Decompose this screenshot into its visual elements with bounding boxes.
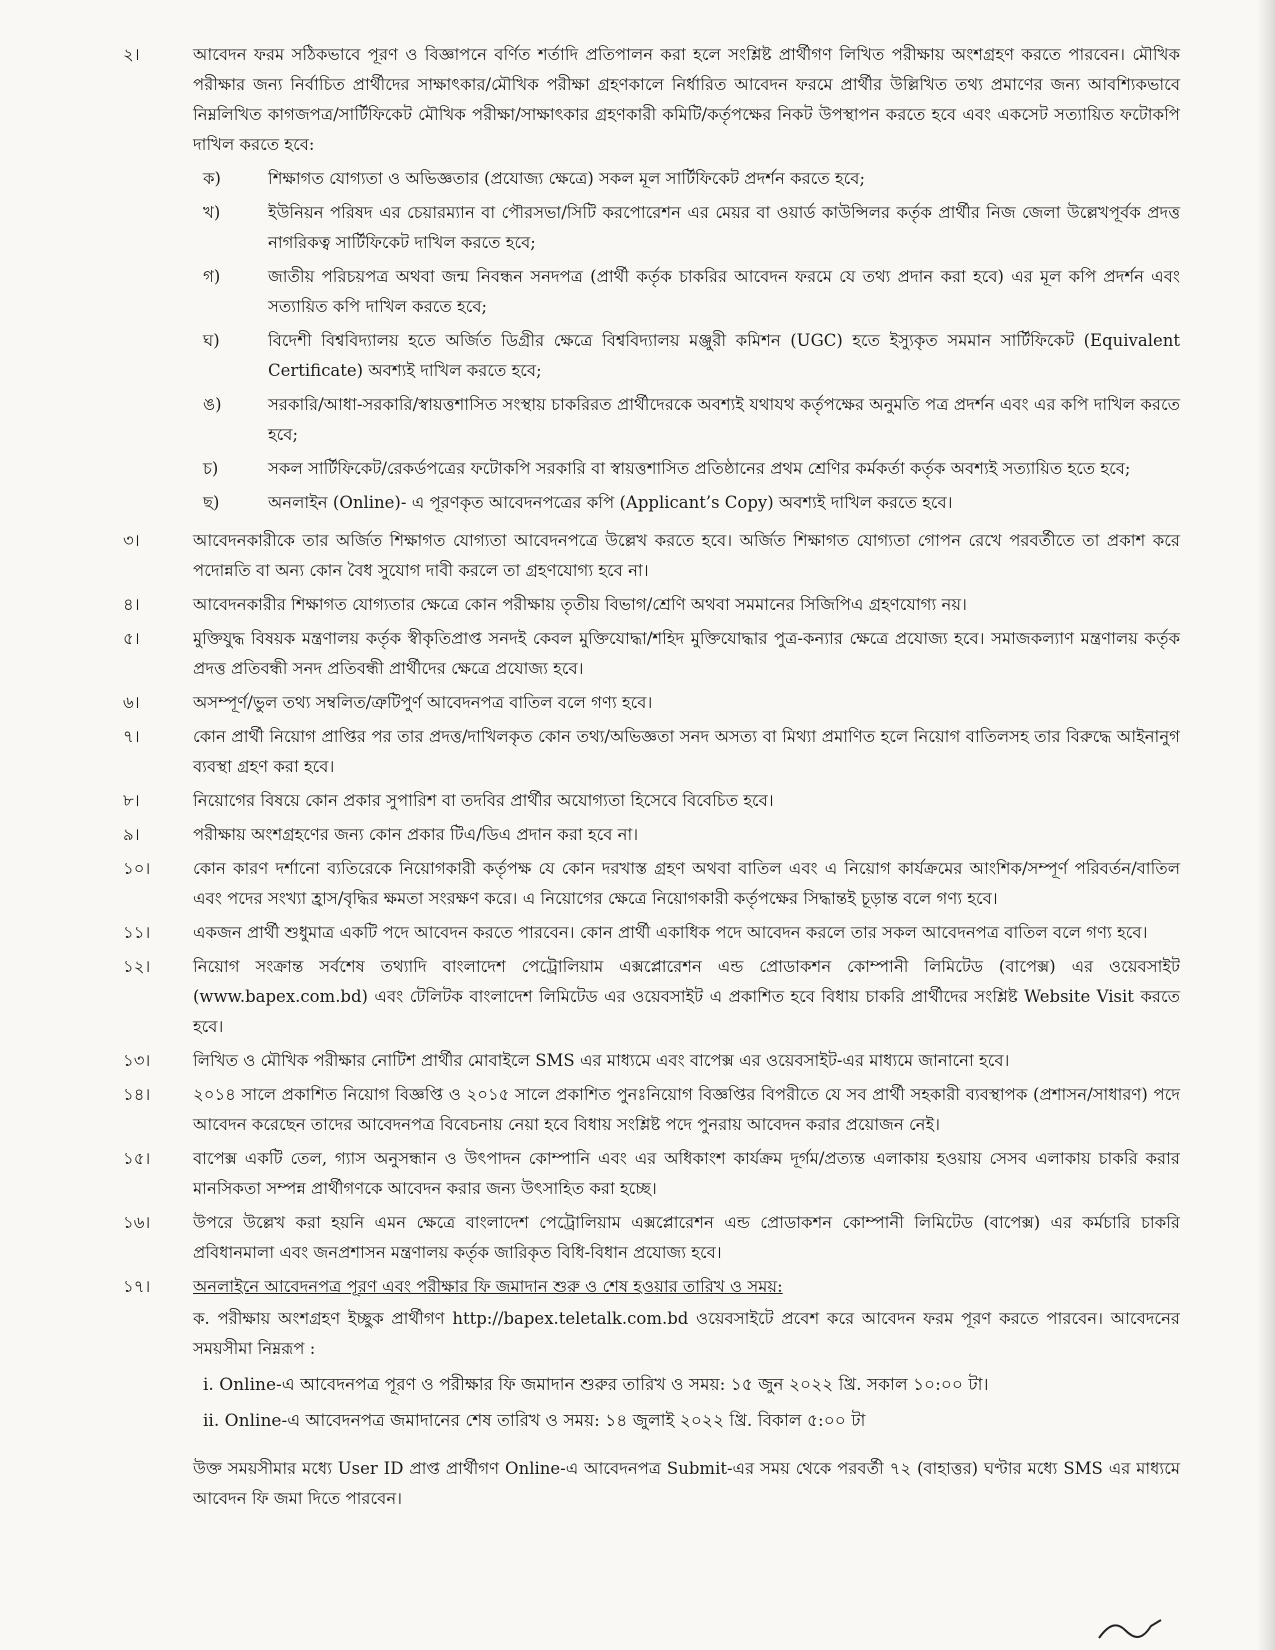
item-text: বাপেক্স একটি তেল, গ্যাস অনুসন্ধান ও উৎপাদন কোম্পানি এবং এর অধিকাংশ কার্যক্রম দূর্গম/প্রত্যন্ত এলাকায় হওয়ায় সেসব এলাকায় চাকরি করার মানসিকতা সম্পন্ন প্রার্থীগণকে আবেদন করার জন্য উৎসাহিত করা হচ্ছে। — [193, 1149, 1180, 1198]
subitem-text: সরকারি/আধা-সরকারি/স্বায়ত্তশাসিত সংস্থায় চাকরিরত প্রার্থীদেরকে অবশ্যই যথাযথ কর্তৃপক্ষের অনুমতি পত্র প্রদর্শন এবং এর কপি দাখিল করতে হবে; — [268, 395, 1180, 444]
item-text: নিয়োগ সংক্রান্ত সর্বশেষ তথ্যাদি বাংলাদেশ পেট্রোলিয়াম এক্সপ্লোরেশন এন্ড প্রোডাকশন কোম্পানী লিমিটেড (বাপেক্স) এর ওয়েবসাইট (www.bapex.com.bd) এবং টেলিটক বাংলাদেশ লিমিটেড এর ওয়েবসাইট এ প্রকাশিত হবে বিধায় চাকরি প্রার্থীদের সংশ্লিষ্ট Website Visit করতে হবে। — [193, 957, 1180, 1036]
item-text: লিখিত ও মৌখিক পরীক্ষার নোটিশ প্রার্থীর মোবাইলে SMS এর মাধ্যমে এবং বাপেক্স এর ওয়েবসাইট-এর মাধ্যমে জানানো হবে। — [193, 1051, 1010, 1070]
subitem-chha — [193, 488, 1180, 518]
list-item-11 — [115, 918, 1180, 948]
item-text: একজন প্রার্থী শুধুমাত্র একটি পদে আবেদন করতে পারবেন। কোন প্রার্থী একাধিক পদে আবেদন করলে তার সকল আবেদনপত্র বাতিল বলে গণ্য হবে। — [193, 923, 1148, 942]
list-item-17 — [115, 1272, 1180, 1514]
list-item-2 — [115, 40, 1180, 522]
item-number: ৩। — [123, 531, 140, 550]
subitem-label: ছ) — [203, 493, 220, 512]
item-number: ১৫। — [123, 1149, 151, 1168]
schedule-start: i. Online-এ আবেদনপত্র পূরণ ও পরীক্ষার ফি জমাদান শুরুর তারিখ ও সময়: ১৫ জুন ২০২২ খ্রি. সকাল ১০:০০ টা। — [203, 1375, 989, 1395]
item-number: ১৪। — [123, 1085, 151, 1104]
list-item-13 — [115, 1046, 1180, 1076]
item-number: ১৩। — [123, 1051, 151, 1070]
item-number: ৪। — [123, 595, 140, 614]
item-number: ৬। — [123, 693, 140, 712]
item-number: ১০। — [123, 859, 151, 878]
list-item-6 — [115, 688, 1180, 718]
subitem-label: চ) — [203, 459, 219, 478]
item-number: ২। — [123, 45, 140, 64]
list-item-16 — [115, 1208, 1180, 1268]
subitem-label: খ) — [203, 203, 221, 222]
subitem-cha — [193, 454, 1180, 484]
item-number: ১১। — [123, 923, 151, 942]
subitem-text: অনলাইন (Online)- এ পূরণকৃত আবেদনপত্রের কপি (Applicant’s Copy) অবশ্যই দাখিল করতে হবে। — [268, 493, 953, 512]
list-item-12 — [115, 952, 1180, 1042]
item-number: ১৬। — [123, 1213, 151, 1232]
item-text: আবেদন ফরম সঠিকভাবে পূরণ ও বিজ্ঞাপনে বর্ণিত শর্তাদি প্রতিপালন করা হলে সংশ্লিষ্ট প্রার্থীগণ লিখিত পরীক্ষায় অংশগ্রহণ করতে পারবেন। মৌখিক পরীক্ষার জন্য নির্বাচিত প্রার্থীদের সাক্ষাৎকার/মৌখিক পরীক্ষা গ্রহণকালে নির্ধারিত আবেদন ফরমে প্রার্থীর উল্লিখিত তথ্য প্রমাণের জন্য আবশ্যিকভাবে নিম্নলিখিত কাগজপত্র/সার্টিফিকেট মৌখিক পরীক্ষা/সাক্ষাৎকার গ্রহণকারী কমিটি/কর্তৃপক্ষের নিকট উপস্থাপন করতে হবে এবং একসেট সত্যায়িত ফটোকপি দাখিল করতে হবে: — [193, 45, 1180, 154]
list-item-3 — [115, 526, 1180, 586]
subitem-text: বিদেশী বিশ্ববিদ্যালয় হতে অর্জিত ডিগ্রীর ক্ষেত্রে বিশ্ববিদ্যালয় মঞ্জুরী কমিশন (UGC) হতে ইস্যুকৃত সমমান সার্টিফিকেট (Equivalent Certificate) অবশ্যই দাখিল করতে হবে; — [268, 331, 1180, 380]
subitem-text: ইউনিয়ন পরিষদ এর চেয়ারম্যান বা পৌরসভা/সিটি করপোরেশন এর মেয়র বা ওয়ার্ড কাউন্সিলর কর্তৃক প্রার্থীর নিজ জেলা উল্লেখপূর্বক প্রদত্ত নাগরিকত্ব সার্টিফিকেট দাখিল করতে হবে; — [268, 203, 1180, 252]
fee-instruction: ক. পরীক্ষায় অংশগ্রহণ ইচ্ছুক প্রার্থীগণ http://bapex.teletalk.com.bd ওয়েবসাইটে প্রবেশ করে আবেদন ফরম পূরণ করতে পারবেন। আবেদনের সময়সীমা নিম্নরূপ : — [193, 1309, 1180, 1358]
list-item-5 — [115, 624, 1180, 684]
list-item-8 — [115, 786, 1180, 816]
subitem-label: ক) — [203, 169, 221, 188]
item-number: ৭। — [123, 727, 140, 746]
item-number: ১৭। — [123, 1277, 151, 1296]
item-text: মুক্তিযুদ্ধ বিষয়ক মন্ত্রণালয় কর্তৃক স্বীকৃতিপ্রাপ্ত সনদই কেবল মুক্তিযোদ্ধা/শহিদ মুক্তিযোদ্ধার পুত্র-কন্যার ক্ষেত্রে প্রযোজ্য হবে। সমাজকল্যাণ মন্ত্রণালয় কর্তৃক প্রদত্ত প্রতিবন্ধী সনদ প্রতিবন্ধী প্রার্থীদের ক্ষেত্রে প্রযোজ্য হবে। — [193, 629, 1180, 678]
item-number: ৫। — [123, 629, 140, 648]
list-item-7 — [115, 722, 1180, 782]
item-text: উপরে উল্লেখ করা হয়নি এমন ক্ষেত্রে বাংলাদেশ পেট্রোলিয়াম এক্সপ্লোরেশন এন্ড প্রোডাকশন কোম্পানী লিমিটেড (বাপেক্স) এর কর্মচারি চাকরি প্রবিধানমালা এবং জনপ্রশাসন মন্ত্রণালয় কর্তৃক জারিকৃত বিধি-বিধান প্রযোজ্য হবে। — [193, 1213, 1180, 1262]
item-text: কোন প্রার্থী নিয়োগ প্রাপ্তির পর তার প্রদত্ত/দাখিলকৃত কোন তথ্য/অভিজ্ঞতা সনদ অসত্য বা মিথ্যা প্রমাণিত হলে নিয়োগ বাতিলসহ তার বিরুদ্ধে আইনানুগ ব্যবস্থা গ্রহণ করা হবে। — [193, 727, 1180, 776]
subitem-kha — [193, 198, 1180, 258]
subitem-text: শিক্ষাগত যোগ্যতা ও অভিজ্ঞতার (প্রযোজ্য ক্ষেত্রে) সকল মূল সার্টিফিকেট প্রদর্শন করতে হবে; — [268, 169, 866, 188]
subitem-umo — [193, 390, 1180, 450]
list-item-14 — [115, 1080, 1180, 1140]
fee-note: উক্ত সময়সীমার মধ্যে User ID প্রাপ্ত প্রার্থীগণ Online-এ আবেদনপত্র Submit-এর সময় থেকে পরবর্তী ৭২ (বাহাত্তর) ঘণ্টার মধ্যে SMS এর মাধ্যমে আবেদন ফি জমা দিতে পারবেন। — [193, 1459, 1180, 1508]
item-text: পরীক্ষায় অংশগ্রহণের জন্য কোন প্রকার টিএ/ডিএ প্রদান করা হবে না। — [193, 825, 639, 844]
list-item-10 — [115, 854, 1180, 914]
signature-mark — [1095, 1612, 1165, 1646]
fee-section-heading: অনলাইনে আবেদনপত্র পূরণ এবং পরীক্ষার ফি জমাদান শুরু ও শেষ হওয়ার তারিখ ও সময়: — [193, 1277, 783, 1296]
subitem-text: জাতীয় পরিচয়পত্র অথবা জন্ম নিবন্ধন সনদপত্র (প্রার্থী কর্তৃক চাকরির আবেদন ফরমে যে তথ্য প্রদান করা হবে) এর মূল কপি প্রদর্শন এবং সত্যায়িত কপি দাখিল করতে হবে; — [268, 267, 1180, 316]
subitem-gha — [193, 326, 1180, 386]
item-text: কোন কারণ দর্শানো ব্যতিরেকে নিয়োগকারী কর্তৃপক্ষ যে কোন দরখাস্ত গ্রহণ অথবা বাতিল এবং এ নিয়োগ কার্যক্রমের আংশিক/সম্পূর্ণ পরিবর্তন/বাতিল এবং পদের সংখ্যা হ্রাস/বৃদ্ধির ক্ষমতা সংরক্ষণ করে। এ নিয়োগের ক্ষেত্রে নিয়োগকারী কর্তৃপক্ষের সিদ্ধান্তই চূড়ান্ত বলে গণ্য হবে। — [193, 859, 1180, 908]
item-text: অসম্পূর্ণ/ভুল তথ্য সম্বলিত/ত্রুটিপুর্ণ আবেদনপত্র বাতিল বলে গণ্য হবে। — [193, 693, 653, 712]
subitem-label: গ) — [203, 267, 221, 286]
item-number: ৮। — [123, 791, 140, 810]
scan-edge-shadow — [1257, 0, 1275, 1650]
subitem-text: সকল সার্টিফিকেট/রেকর্ডপত্রের ফটোকপি সরকারি বা স্বায়ত্তশাসিত প্রতিষ্ঠানের প্রথম শ্রেণির কর্মকর্তা কর্তৃক অবশ্যই সত্যায়িত হতে হবে; — [268, 459, 1131, 478]
subitem-label: ঙ) — [203, 395, 222, 414]
item-text: ২০১৪ সালে প্রকাশিত নিয়োগ বিজ্ঞপ্তি ও ২০১৫ সালে প্রকাশিত পুনঃনিয়োগ বিজ্ঞপ্তির বিপরীতে যে সব প্রার্থী সহকারী ব্যবস্থাপক (প্রশাসন/সাধারণ) পদে আবেদন করেছেন তাদের আবেদনপত্র বিবেচনায় নেয়া হবে বিধায় সংশ্লিষ্ট পদে পুনরায় আবেদন করার প্রয়োজন নেই। — [193, 1085, 1180, 1134]
document-content — [115, 40, 1180, 1518]
item-number: ১২। — [123, 957, 151, 976]
list-item-4 — [115, 590, 1180, 620]
item-number: ৯। — [123, 825, 140, 844]
item-text: আবেদনকারীর শিক্ষাগত যোগ্যতার ক্ষেত্রে কোন পরীক্ষায় তৃতীয় বিভাগ/শ্রেণি অথবা সমমানের সিজিপিএ গ্রহণযোগ্য নয়। — [193, 595, 967, 614]
list-item-15 — [115, 1144, 1180, 1204]
item-text: আবেদনকারীকে তার অর্জিত শিক্ষাগত যোগ্যতা আবেদনপত্রে উল্লেখ করতে হবে। অর্জিত শিক্ষাগত যোগ্যতা গোপন রেখে পরবর্তীতে তা প্রকাশ করে পদোন্নতি বা অন্য কোন বৈধ সুযোগ দাবী করলে তা গ্রহণযোগ্য হবে না। — [193, 531, 1180, 580]
list-item-9 — [115, 820, 1180, 850]
subitem-label: ঘ) — [203, 331, 220, 350]
schedule-end: ii. Online-এ আবেদনপত্র জমাদানের শেষ তারিখ ও সময়: ১৪ জুলাই ২০২২ খ্রি. বিকাল ৫:০০ টা — [203, 1411, 866, 1431]
subitem-ga — [193, 262, 1180, 322]
subitem-ka — [193, 164, 1180, 194]
item-text: নিয়োগের বিষয়ে কোন প্রকার সুপারিশ বা তদবির প্রার্থীর অযোগ্যতা হিসেবে বিবেচিত হবে। — [193, 791, 774, 810]
